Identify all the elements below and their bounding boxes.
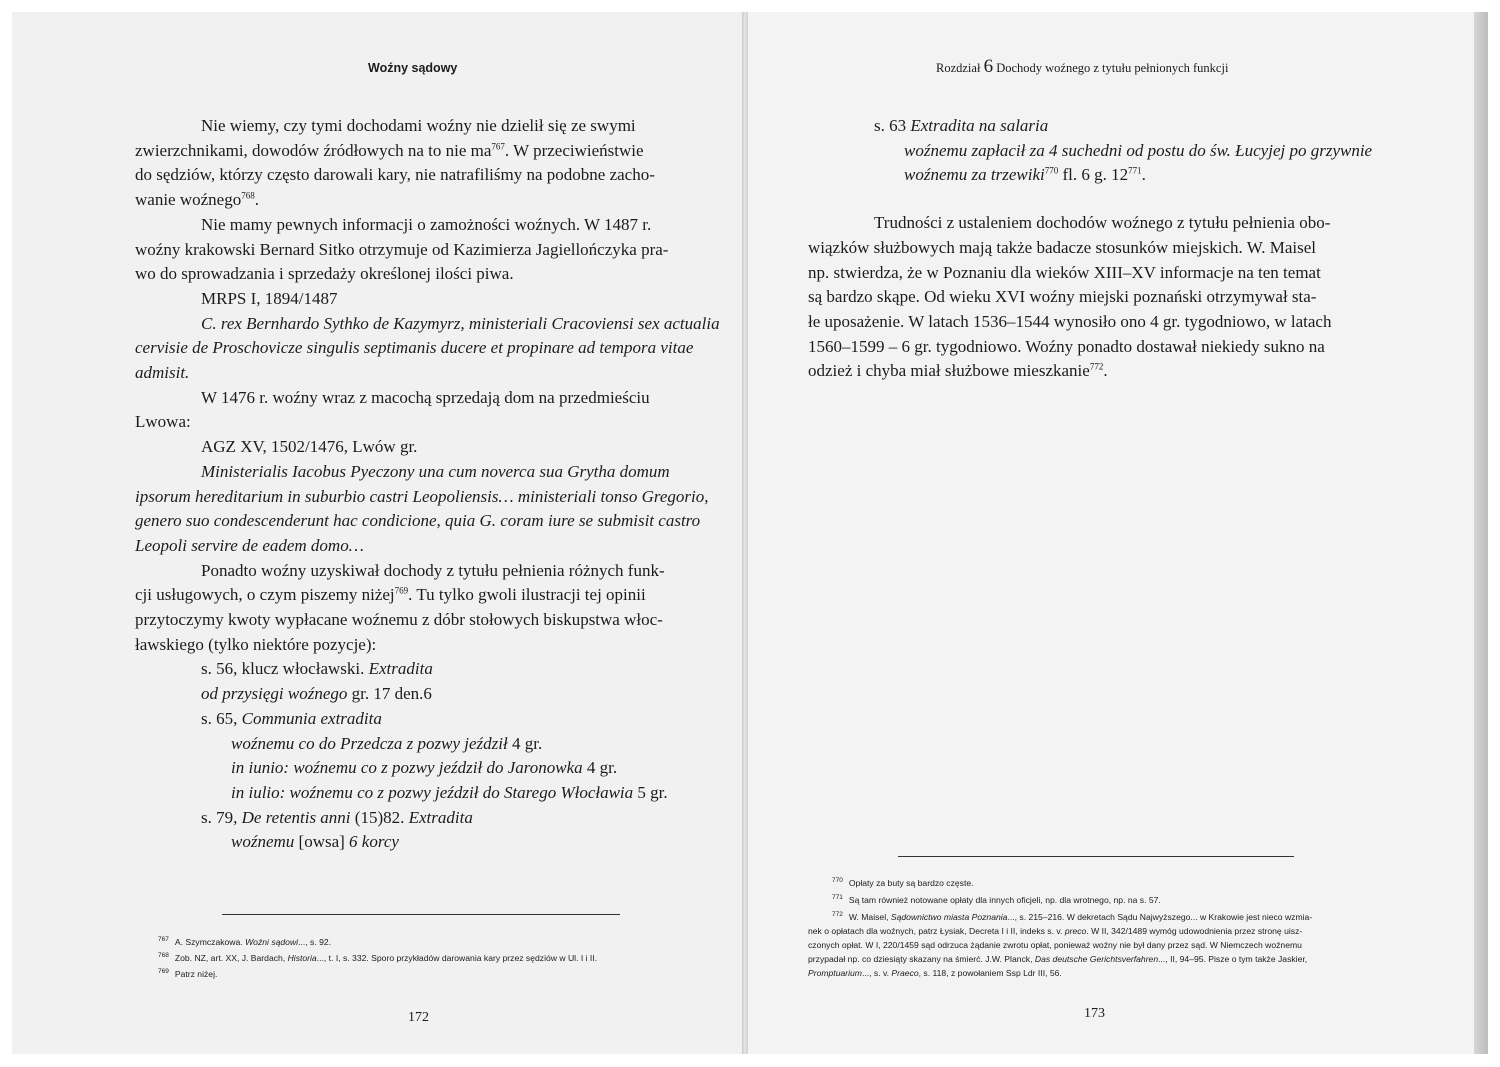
body-line xyxy=(135,534,707,559)
footnote-rule-right xyxy=(898,856,1294,857)
book-gutter xyxy=(742,12,748,1054)
footnote-number: 772 xyxy=(832,910,843,918)
right-body-text xyxy=(808,114,1380,384)
body-line xyxy=(135,657,707,682)
text-run: woźnemu zapłacił za 4 suchedni od postu do św. Łucyjej po grzywnie xyxy=(904,140,1373,160)
page-number-left: 172 xyxy=(408,1010,429,1025)
text-run: cervisie de Proschovicze singulis septimanis ducere et propinare ad tempora vitae xyxy=(135,338,694,358)
body-line xyxy=(808,310,1380,335)
footnote-line xyxy=(808,908,1383,924)
body-line xyxy=(135,163,707,188)
running-header-chapter-title: Dochody woźnego z tytułu pełnionych funkcji xyxy=(996,61,1229,75)
body-line xyxy=(135,509,707,534)
footnote-number: 768 xyxy=(158,951,169,959)
text-run: Woźni sądowi xyxy=(245,936,299,947)
body-line xyxy=(135,312,720,337)
body-line xyxy=(135,732,707,757)
body-line xyxy=(135,756,707,781)
text-run: np. stwierdza, że w Poznaniu dla wieków XIII–XV informacje na ten temat xyxy=(808,262,1321,282)
body-line xyxy=(135,361,707,386)
text-run: Historia xyxy=(287,952,317,963)
text-run: odzież i chyba miał służbowe mieszkanie xyxy=(808,361,1090,381)
text-run: admisit. xyxy=(135,363,190,383)
text-run: ..., II, 94–95. Pisze o tym także Jaskier, xyxy=(1158,953,1308,964)
footnote-ref: 770 xyxy=(1044,165,1059,176)
text-run: ipsorum hereditarium in suburbio castri Leopoliensis… ministeriali tonso Gregorio, xyxy=(135,486,709,506)
footnote xyxy=(158,949,718,965)
text-run: Leopoli servire de eadem domo… xyxy=(135,535,364,555)
footnote-rule-left xyxy=(222,914,620,915)
text-run: s. 79, xyxy=(201,807,242,827)
text-run: przypadał np. co dziesiąty skazany na śmierć. J.W. Planck, xyxy=(808,953,1035,964)
text-run: Zob. NZ, art. XX, J. Bardach, xyxy=(174,952,288,963)
text-run: fl. 6 g. 12 xyxy=(1058,165,1129,185)
footnote-line xyxy=(808,966,1383,980)
text-run: . xyxy=(254,190,259,210)
text-run: De retentis anni xyxy=(241,807,351,827)
body-line xyxy=(135,830,707,855)
text-run: Communia extradita xyxy=(241,708,382,728)
text-run: . W przeciwieństwie xyxy=(504,140,644,160)
body-line xyxy=(135,707,707,732)
text-run: ..., s. v. xyxy=(861,967,892,978)
body-line xyxy=(135,238,707,263)
body-line xyxy=(808,359,1380,384)
text-run: ..., s. 215–216. W dekretach Sądu Najwyższego... w Krakowie jest nieco wzmia- xyxy=(1007,911,1313,922)
text-run: ..., s. 92. xyxy=(298,936,332,947)
text-run: 4 gr. xyxy=(507,733,543,753)
footnote xyxy=(158,965,718,981)
body-line xyxy=(135,188,707,213)
text-run: . Tu tylko gwoli ilustracji tej opinii xyxy=(408,585,646,605)
body-line xyxy=(135,633,707,658)
text-run: Opłaty za buty są bardzo częste. xyxy=(848,877,974,888)
body-line xyxy=(135,435,707,460)
text-run: ..., t. I, s. 332. Sporo przykładów darowania kary przez sędziów w Ul. I i II. xyxy=(316,952,598,963)
body-line xyxy=(135,682,707,707)
text-run: Nie wiemy, czy tymi dochodami woźny nie dzielił się ze swymi xyxy=(201,116,636,135)
footnote-ref: 768 xyxy=(241,190,255,201)
body-line xyxy=(808,139,1380,164)
text-run: s. 63 xyxy=(874,116,911,135)
footnote-ref: 772 xyxy=(1089,361,1104,372)
footnote-line xyxy=(808,924,1383,938)
text-run: . W II, 342/1489 wymóg udowodnienia przez stronę uisz- xyxy=(1086,925,1303,936)
footnote xyxy=(158,933,718,949)
text-run: nek o opłatach dla woźnych, patrz Łysiak, Decreta I i II, indeks s. v. xyxy=(808,925,1065,936)
footnote-line xyxy=(808,891,1383,907)
text-run: woźnemu co do Przedcza z pozwy jeździł xyxy=(231,733,508,753)
text-run: wo do sprowadzania i sprzedaży określonej ilości piwa. xyxy=(135,264,514,284)
text-run: Extradita na salaria xyxy=(910,116,1049,135)
text-run: 5 gr. xyxy=(633,782,668,802)
text-run: , s. 118, z powołaniem Ssp Ldr III, 56. xyxy=(918,967,1062,978)
text-run: MRPS I, 1894/1487 xyxy=(201,288,338,308)
text-run: gr. 17 den.6 xyxy=(347,684,432,704)
running-header-chapter-label: Rozdział xyxy=(936,61,981,75)
body-line xyxy=(808,285,1380,310)
text-run: przytoczymy kwoty wypłacane woźnemu z dóbr stołowych biskupstwa włoc- xyxy=(135,610,663,630)
text-run: genero suo condescenderunt hac condicione, quia G. coram iure se submisit castro xyxy=(135,511,701,531)
right-footnotes xyxy=(808,873,1383,980)
text-run: A. Szymczakowa. xyxy=(174,936,246,947)
footnote-line xyxy=(808,952,1383,966)
text-run: Extradita xyxy=(368,659,433,679)
body-line xyxy=(135,559,707,584)
text-run: . xyxy=(1103,361,1108,381)
text-run: (15)82. xyxy=(350,807,409,827)
left-footnotes xyxy=(158,933,718,981)
body-line xyxy=(808,114,1380,139)
text-run: czonych opłat. W I, 220/1459 sąd odrzuca żądanie zwrotu opłat, ponieważ woźny nie był dany przez sąd. W Niemczech woźnemu xyxy=(808,939,1302,950)
text-run: Praeco xyxy=(891,967,919,978)
page-edge xyxy=(1474,12,1488,1054)
text-run: [owsa] xyxy=(294,832,350,852)
body-line xyxy=(135,485,707,510)
body-line xyxy=(808,335,1380,360)
footnote-line xyxy=(808,938,1383,952)
left-body-text xyxy=(135,114,720,855)
text-run: W 1476 r. woźny wraz z macochą sprzedają dom na przedmieściu xyxy=(201,387,650,407)
footnote-number: 767 xyxy=(158,936,169,943)
text-run: Są tam również notowane opłaty dla innych oficjeli, np. dla wrotnego, np. na s. 57. xyxy=(848,894,1161,905)
text-run: Extradita xyxy=(408,807,473,827)
text-run: W. Maisel, xyxy=(848,911,891,922)
footnote-ref: 767 xyxy=(491,141,505,152)
text-run: Trudności z ustaleniem dochodów woźnego z tytułu pełnienia obo- xyxy=(874,213,1331,233)
body-line xyxy=(135,806,707,831)
text-run: 4 gr. xyxy=(582,758,618,778)
body-line xyxy=(135,386,707,411)
text-run: s. 65, xyxy=(201,708,242,728)
body-line xyxy=(808,163,1380,188)
text-run: . xyxy=(1141,165,1146,185)
text-run: łe uposażenie. W latach 1536–1544 wynosiło ono 4 gr. tygodniowo, w latach xyxy=(808,311,1332,331)
body-line xyxy=(135,213,707,238)
footnote-number: 770 xyxy=(832,877,843,884)
footnote-ref: 769 xyxy=(394,585,409,596)
body-line xyxy=(135,262,707,287)
footnote-ref: 771 xyxy=(1128,165,1142,176)
body-line xyxy=(135,139,707,164)
text-run: od przysięgi woźnego xyxy=(201,684,348,704)
text-run: Nie mamy pewnych informacji o zamożności woźnych. W 1487 r. xyxy=(201,214,652,234)
text-run: wanie woźnego xyxy=(135,190,242,210)
body-line xyxy=(808,261,1380,286)
text-run: do sędziów, którzy często darowali kary, nie natrafiliśmy na podobne zacho- xyxy=(135,165,655,185)
body-line xyxy=(135,583,707,608)
footnote-number: 771 xyxy=(832,893,843,901)
text-run: woźnemu za trzewiki xyxy=(904,165,1045,185)
text-run: Promptuarium xyxy=(808,967,862,978)
body-line xyxy=(135,287,707,312)
running-header-right xyxy=(936,56,1228,78)
body-line xyxy=(135,608,707,633)
body-line xyxy=(808,236,1380,261)
text-run: Sądownictwo miasta Poznania xyxy=(890,911,1008,922)
text-run: cji usługowych, o czym piszemy niżej xyxy=(135,585,395,605)
chapter-number: 6 xyxy=(983,56,994,77)
body-line xyxy=(135,781,707,806)
body-line xyxy=(135,114,707,139)
text-run: Das deutsche Gerichtsverfahren xyxy=(1034,953,1159,964)
footnote-number: 769 xyxy=(158,967,169,975)
text-run: woźny krakowski Bernard Sitko otrzymuje od Kazimierza Jagiellończyka pra- xyxy=(135,239,669,259)
page-number-right: 173 xyxy=(1084,1006,1105,1021)
running-header-left: Woźny sądowy xyxy=(368,61,458,75)
body-line xyxy=(808,211,1380,236)
text-run: wiązków służbowych mają także badacze stosunków miejskich. W. Maisel xyxy=(808,237,1316,257)
body-line xyxy=(135,336,707,361)
text-run: ławskiego (tylko niektóre pozycje): xyxy=(135,634,377,654)
text-run: Ponadto woźny uzyskiwał dochody z tytułu pełnienia różnych funk- xyxy=(201,560,665,580)
body-line xyxy=(135,410,707,435)
text-run: Lwowa: xyxy=(135,412,191,432)
text-run: są bardzo skąpe. Od wieku XVI woźny miejski poznański otrzymywał sta- xyxy=(808,287,1317,307)
text-run: zwierzchnikami, dowodów źródłowych na to nie ma xyxy=(135,140,492,160)
footnote-line xyxy=(808,874,1383,890)
text-run: Patrz niżej. xyxy=(174,968,218,979)
text-run: C. rex Bernhardo Sythko de Kazymyrz, ministeriali Cracoviensi sex actualia xyxy=(201,313,720,333)
text-run: Ministerialis Iacobus Pyeczony una cum noverca sua Grytha domum xyxy=(201,461,670,481)
text-run: 1560–1599 – 6 gr. tygodniowo. Woźny ponadto dostawał niekiedy sukno na xyxy=(808,336,1325,356)
body-line xyxy=(135,460,707,485)
text-run: preco xyxy=(1064,925,1087,936)
text-run: AGZ XV, 1502/1476, Lwów gr. xyxy=(201,437,418,457)
text-run: 6 korcy xyxy=(349,832,399,852)
text-run: s. 56, klucz włocławski. xyxy=(201,659,369,679)
text-run: in iunio: woźnemu co z pozwy jeździł do Jaronowka xyxy=(231,758,583,778)
text-run: woźnemu xyxy=(231,832,295,852)
text-run: in iulio: woźnemu co z pozwy jeździł do Starego Włocławia xyxy=(231,782,634,802)
